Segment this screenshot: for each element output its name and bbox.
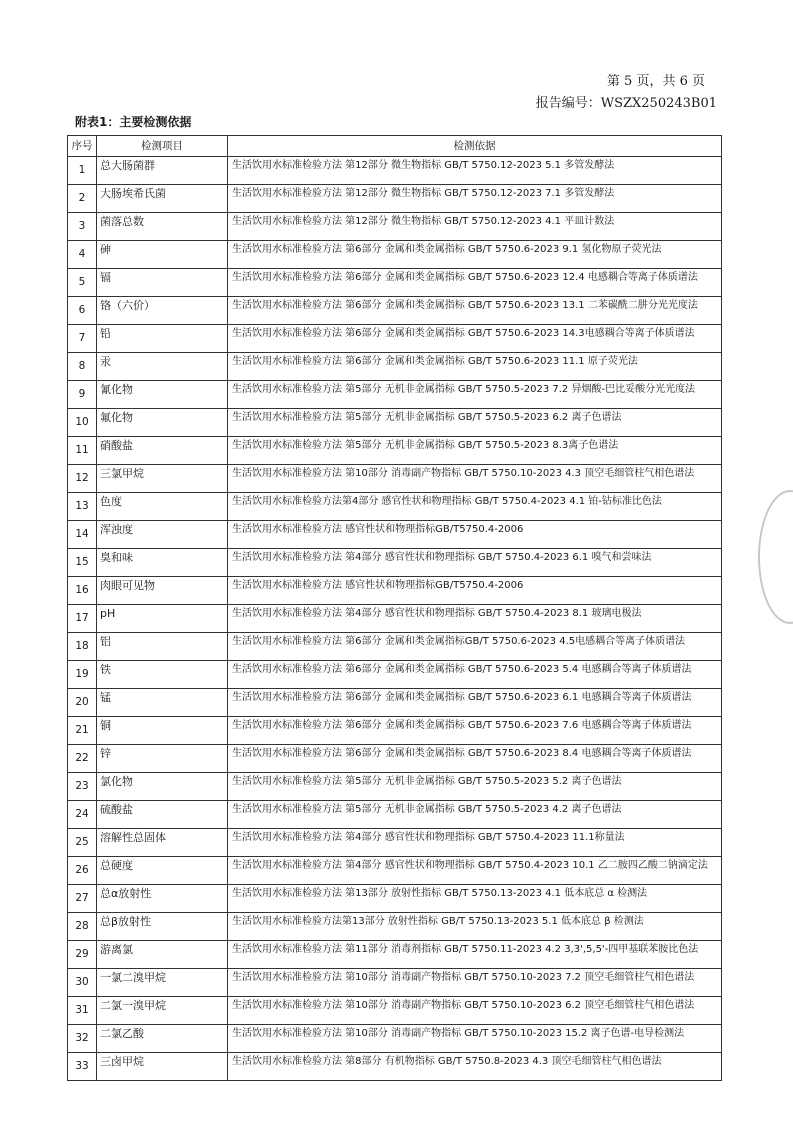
report-number: 报告编号：WSZX250243B01 [535, 96, 717, 111]
row-number: 4 [68, 241, 97, 269]
table-row [68, 717, 722, 745]
test-item: 铁 [97, 661, 228, 689]
row-number: 28 [68, 913, 97, 941]
test-item: 二氯一溴甲烷 [97, 997, 228, 1025]
row-number: 1 [68, 157, 97, 185]
table-row [68, 577, 722, 605]
test-item: 硫酸盐 [97, 801, 228, 829]
table-row [68, 633, 722, 661]
row-number: 25 [68, 829, 97, 857]
table-row [68, 773, 722, 801]
row-number: 30 [68, 969, 97, 997]
test-method: 生活饮用水标准检验方法 感官性状和物理指标GB/T5750.4-2006 [228, 577, 722, 605]
test-method: 生活饮用水标准检验方法 第8部分 有机物指标 GB/T 5750.8-2023 4.3 顶空毛细管柱气相色谱法 [228, 1053, 722, 1081]
row-number: 5 [68, 269, 97, 297]
test-method: 生活饮用水标准检验方法 第10部分 消毒副产物指标 GB/T 5750.10-2023 4.3 顶空毛细管柱气相色谱法 [228, 465, 722, 493]
test-item: 铜 [97, 717, 228, 745]
row-number: 10 [68, 409, 97, 437]
row-number: 11 [68, 437, 97, 465]
test-method: 生活饮用水标准检验方法 第5部分 无机非金属指标 GB/T 5750.5-2023 6.2 离子色谱法 [228, 409, 722, 437]
row-number: 14 [68, 521, 97, 549]
row-number: 7 [68, 325, 97, 353]
table-row [68, 885, 722, 913]
test-item: 菌落总数 [97, 213, 228, 241]
row-number: 13 [68, 493, 97, 521]
test-item: 总β放射性 [97, 913, 228, 941]
row-number: 3 [68, 213, 97, 241]
test-item: 总α放射性 [97, 885, 228, 913]
test-item: 汞 [97, 353, 228, 381]
row-number: 22 [68, 745, 97, 773]
test-method: 生活饮用水标准检验方法 第4部分 感官性状和物理指标 GB/T 5750.4-2023 6.1 嗅气和尝味法 [228, 549, 722, 577]
table-row [68, 605, 722, 633]
test-item: 氰化物 [97, 381, 228, 409]
row-number: 19 [68, 661, 97, 689]
table-row [68, 297, 722, 325]
test-item: pH [97, 605, 228, 633]
test-item: 游离氯 [97, 941, 228, 969]
test-method: 生活饮用水标准检验方法 第5部分 无机非金属指标 GB/T 5750.5-2023 4.2 离子色谱法 [228, 801, 722, 829]
test-method: 生活饮用水标准检验方法 感官性状和物理指标GB/T5750.4-2006 [228, 521, 722, 549]
table-row [68, 465, 722, 493]
test-method: 生活饮用水标准检验方法 第6部分 金属和类金属指标 GB/T 5750.6-2023 7.6 电感耦合等离子体质谱法 [228, 717, 722, 745]
test-item: 铝 [97, 633, 228, 661]
row-number: 9 [68, 381, 97, 409]
table-row [68, 185, 722, 213]
test-item: 总大肠菌群 [97, 157, 228, 185]
test-method: 生活饮用水标准检验方法 第13部分 放射性指标 GB/T 5750.13-2023 4.1 低本底总 α 检测法 [228, 885, 722, 913]
test-item: 硝酸盐 [97, 437, 228, 465]
row-number: 24 [68, 801, 97, 829]
test-item: 氯化物 [97, 773, 228, 801]
row-number: 8 [68, 353, 97, 381]
table-row [68, 1053, 722, 1081]
test-item: 溶解性总固体 [97, 829, 228, 857]
test-method: 生活饮用水标准检验方法 第10部分 消毒副产物指标 GB/T 5750.10-2023 15.2 离子色谱-电导检测法 [228, 1025, 722, 1053]
table-row [68, 521, 722, 549]
row-number: 20 [68, 689, 97, 717]
test-method: 生活饮用水标准检验方法 第6部分 金属和类金属指标 GB/T 5750.6-2023 13.1 二苯碳酰二肼分光光度法 [228, 297, 722, 325]
table-row [68, 857, 722, 885]
table-row [68, 437, 722, 465]
table-row [68, 801, 722, 829]
test-item: 铬（六价） [97, 297, 228, 325]
test-item: 锰 [97, 689, 228, 717]
test-item: 铅 [97, 325, 228, 353]
row-number: 26 [68, 857, 97, 885]
table-row [68, 325, 722, 353]
test-item: 三卤甲烷 [97, 1053, 228, 1081]
test-method: 生活饮用水标准检验方法 第11部分 消毒剂指标 GB/T 5750.11-2023 4.2 3,3',5,5'-四甲基联苯胺比色法 [228, 941, 722, 969]
table-row [68, 829, 722, 857]
test-item: 大肠埃希氏菌 [97, 185, 228, 213]
table-row [68, 997, 722, 1025]
table-title: 附表1：主要检测依据 [75, 115, 192, 129]
test-item: 氟化物 [97, 409, 228, 437]
test-method: 生活饮用水标准检验方法 第6部分 金属和类金属指标 GB/T 5750.6-2023 12.4 电感耦合等离子体质谱法 [228, 269, 722, 297]
table-row [68, 913, 722, 941]
table-row [68, 1025, 722, 1053]
row-number: 33 [68, 1053, 97, 1081]
row-number: 6 [68, 297, 97, 325]
test-item: 砷 [97, 241, 228, 269]
table-body [68, 157, 722, 1081]
table-row [68, 241, 722, 269]
table-row [68, 661, 722, 689]
test-basis-table [67, 135, 722, 1081]
row-number: 16 [68, 577, 97, 605]
row-number: 21 [68, 717, 97, 745]
table-row [68, 381, 722, 409]
test-item: 色度 [97, 493, 228, 521]
test-method: 生活饮用水标准检验方法 第6部分 金属和类金属指标 GB/T 5750.6-2023 11.1 原子荧光法 [228, 353, 722, 381]
row-number: 29 [68, 941, 97, 969]
test-item: 锌 [97, 745, 228, 773]
test-item: 二氯乙酸 [97, 1025, 228, 1053]
test-method: 生活饮用水标准检验方法 第6部分 金属和类金属指标 GB/T 5750.6-2023 5.4 电感耦合等离子体质谱法 [228, 661, 722, 689]
row-number: 2 [68, 185, 97, 213]
col-header-no: 序号 [68, 136, 97, 157]
test-method: 生活饮用水标准检验方法 第12部分 微生物指标 GB/T 5750.12-2023 5.1 多管发酵法 [228, 157, 722, 185]
test-method: 生活饮用水标准检验方法 第4部分 感官性状和物理指标 GB/T 5750.4-2023 11.1称量法 [228, 829, 722, 857]
table-row [68, 213, 722, 241]
table-row [68, 493, 722, 521]
test-method: 生活饮用水标准检验方法 第4部分 感官性状和物理指标 GB/T 5750.4-2023 8.1 玻璃电极法 [228, 605, 722, 633]
page-number: 第 5 页，共 6 页 [606, 74, 705, 89]
test-method: 生活饮用水标准检验方法 第12部分 微生物指标 GB/T 5750.12-2023 7.1 多管发酵法 [228, 185, 722, 213]
test-item: 一氯二溴甲烷 [97, 969, 228, 997]
test-item: 臭和味 [97, 549, 228, 577]
table-row [68, 157, 722, 185]
test-item: 总硬度 [97, 857, 228, 885]
row-number: 32 [68, 1025, 97, 1053]
table-header-row [68, 136, 722, 157]
test-item: 三氯甲烷 [97, 465, 228, 493]
table-row [68, 745, 722, 773]
test-method: 生活饮用水标准检验方法 第6部分 金属和类金属指标 GB/T 5750.6-2023 9.1 氢化物原子荧光法 [228, 241, 722, 269]
test-method: 生活饮用水标准检验方法第13部分 放射性指标 GB/T 5750.13-2023 5.1 低本底总 β 检测法 [228, 913, 722, 941]
test-method: 生活饮用水标准检验方法 第6部分 金属和类金属指标 GB/T 5750.6-2023 6.1 电感耦合等离子体质谱法 [228, 689, 722, 717]
row-number: 27 [68, 885, 97, 913]
test-method: 生活饮用水标准检验方法 第5部分 无机非金属指标 GB/T 5750.5-2023 5.2 离子色谱法 [228, 773, 722, 801]
col-header-item: 检测项目 [97, 136, 228, 157]
test-method: 生活饮用水标准检验方法 第10部分 消毒副产物指标 GB/T 5750.10-2023 6.2 顶空毛细管柱气相色谱法 [228, 997, 722, 1025]
test-item: 镉 [97, 269, 228, 297]
row-number: 15 [68, 549, 97, 577]
col-header-method: 检测依据 [228, 136, 722, 157]
table-row [68, 353, 722, 381]
row-number: 31 [68, 997, 97, 1025]
test-method: 生活饮用水标准检验方法 第6部分 金属和类金属指标GB/T 5750.6-2023 4.5电感耦合等离子体质谱法 [228, 633, 722, 661]
row-number: 18 [68, 633, 97, 661]
test-method: 生活饮用水标准检验方法 第5部分 无机非金属指标 GB/T 5750.5-2023 8.3离子色谱法 [228, 437, 722, 465]
table-row [68, 409, 722, 437]
test-method: 生活饮用水标准检验方法 第10部分 消毒副产物指标 GB/T 5750.10-2023 7.2 顶空毛细管柱气相色谱法 [228, 969, 722, 997]
seal-stamp [758, 490, 793, 624]
table-row [68, 969, 722, 997]
table-row [68, 549, 722, 577]
test-method: 生活饮用水标准检验方法 第6部分 金属和类金属指标 GB/T 5750.6-2023 8.4 电感耦合等离子体质谱法 [228, 745, 722, 773]
test-method: 生活饮用水标准检验方法 第5部分 无机非金属指标 GB/T 5750.5-2023 7.2 异烟酸-巴比妥酸分光光度法 [228, 381, 722, 409]
table-row [68, 689, 722, 717]
row-number: 17 [68, 605, 97, 633]
test-item: 肉眼可见物 [97, 577, 228, 605]
table-row [68, 941, 722, 969]
test-method: 生活饮用水标准检验方法 第6部分 金属和类金属指标 GB/T 5750.6-2023 14.3电感耦合等离子体质谱法 [228, 325, 722, 353]
test-item: 浑浊度 [97, 521, 228, 549]
row-number: 23 [68, 773, 97, 801]
test-method: 生活饮用水标准检验方法第4部分 感官性状和物理指标 GB/T 5750.4-2023 4.1 铂-钴标准比色法 [228, 493, 722, 521]
row-number: 12 [68, 465, 97, 493]
test-method: 生活饮用水标准检验方法 第12部分 微生物指标 GB/T 5750.12-2023 4.1 平皿计数法 [228, 213, 722, 241]
table-row [68, 269, 722, 297]
test-method: 生活饮用水标准检验方法 第4部分 感官性状和物理指标 GB/T 5750.4-2023 10.1 乙二胺四乙酸二钠滴定法 [228, 857, 722, 885]
